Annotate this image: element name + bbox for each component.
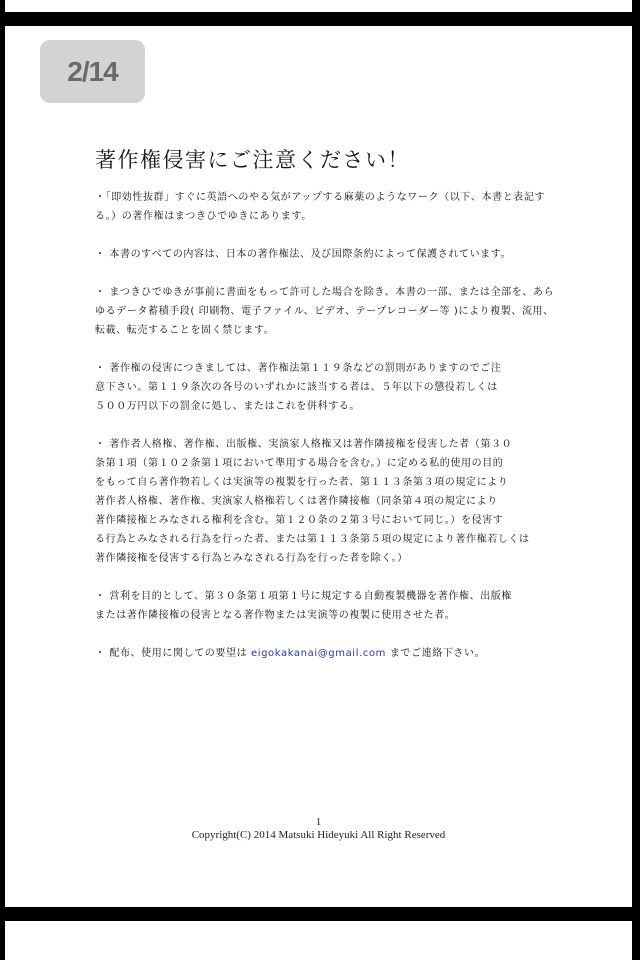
paragraph-prohibition [95,283,555,340]
text-line: ・「即効性抜群」すぐに英語へのやる気がアップする麻薬のようなワーク（以下、本書と表記す [95,192,546,203]
text-line: ・ 営利を目的として、第３０条第１項第１号に規定する自動複製機器を著作権、出版権 [95,591,512,602]
previous-page-edge [5,0,632,12]
text-line: 転載、転売することを固く禁じます。 [95,325,275,336]
next-page-edge [5,921,632,960]
contact-prefix: ・ 配布、使用に関しての要望は [95,648,251,659]
text-line: をもって自ら著作物若しくは実演等の複製を行った者、第１１３条第３項の規定により [95,477,509,488]
text-line: 著作隣接権とみなされる権利を含む。第１２０条の２第３号において同じ。）を侵害す [95,515,504,526]
text-line: る。）の著作権はまつきひでゆきにあります。 [95,211,312,222]
page-footer [5,816,632,842]
text-line: ・ 本書のすべての内容は、日本の著作権法、及び国際条約によって保護されています。 [95,249,512,260]
page-title: 著作権侵害にご注意ください！ [95,148,410,172]
text-line: 著作者人格権、著作権、実演家人格権若しくは著作隣接権（同条第４項の規定により [95,496,498,507]
text-line: または著作隣接権の侵害となる著作物または実演等の複製に使用させた者。 [95,610,456,621]
paragraph-penalties [95,359,555,416]
text-line: 著作隣接権を侵害する行為とみなされる行為を行った者を除く。） [95,553,408,564]
paragraph-protection [95,245,555,264]
text-line: 意下さい。第１１９条次の各号のいずれかに該当する者は、５年以下の懲役若しくは [95,382,498,393]
notice-body [95,188,555,682]
text-line: ・ 著作権の侵害につきましては、著作権法第１１９条などの罰則がありますのでご注 [95,363,502,374]
text-line: る行為とみなされる行為を行った者、または第１１３条第５項の規定により著作権若しくは [95,534,530,545]
copyright-line: Copyright(C) 2014 Matsuki Hideyuki All Right Reserved [191,829,446,841]
contact-suffix: までご連絡下さい。 [386,648,486,659]
contact-email-link[interactable]: eigokakanai@gmail.com [250,648,387,659]
document-page [5,26,632,907]
page-indicator-badge: 2/14 [40,40,145,103]
text-line: ゆるデータ蓄積手段( 印刷物、電子ファイル、ビデオ、テープレコーダー等 )により複製、流用、 [95,306,554,317]
text-line: ・ まつきひでゆきが事前に書面をもって許可した場合を除き、本書の一部、または全部を、あら [95,287,555,298]
paragraph-copyright-holder [95,188,555,226]
paragraph-infringers [95,435,555,568]
text-line: ５００万円以下の罰金に処し、またはこれを併科する。 [95,401,360,412]
paragraph-commercial [95,587,555,625]
page-number: 1 [315,816,322,828]
paragraph-contact [95,644,555,663]
text-line: ・ 著作者人格権、著作権、出版権、実演家人格権又は著作隣接権を侵害した者（第３０ [95,439,513,450]
text-line: 条第１項（第１０２条第１項において準用する場合を含む。）に定める私的使用の目的 [95,458,504,469]
